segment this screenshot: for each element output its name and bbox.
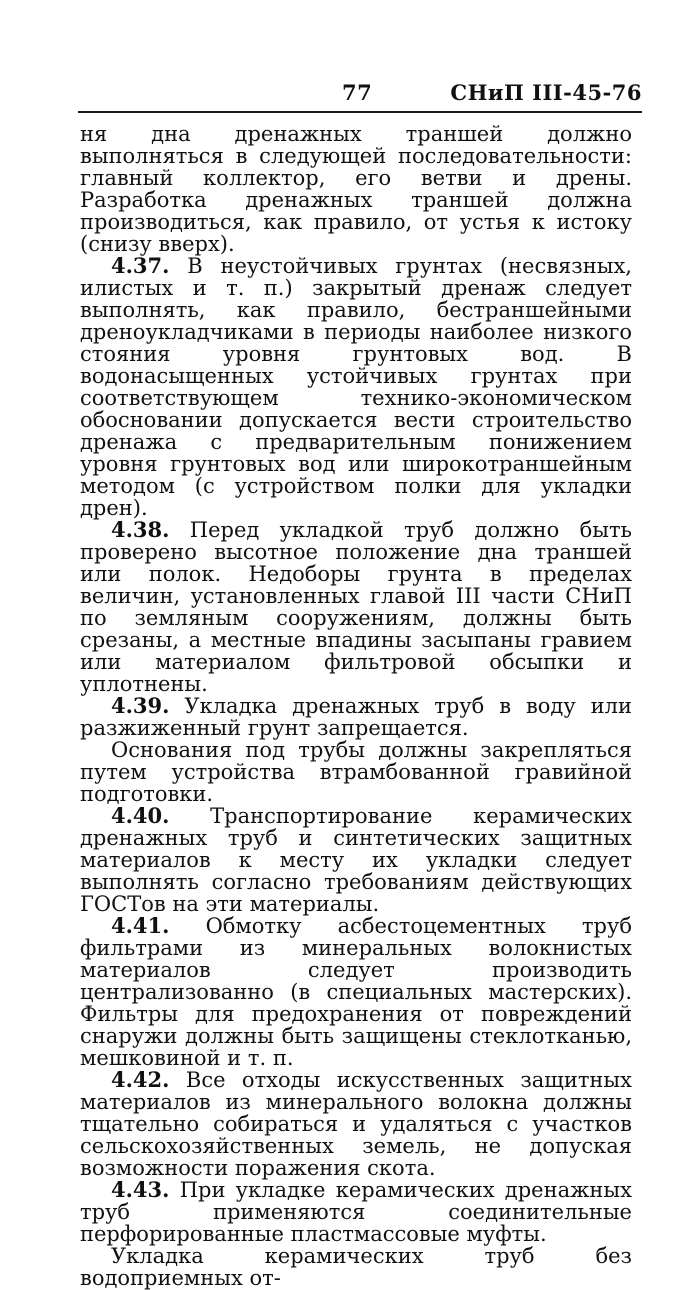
paragraph-text: Укладка керамических труб без водоприемных от-	[80, 1244, 632, 1290]
clause-4-43	[80, 1179, 632, 1245]
clause-4-37	[80, 255, 632, 519]
clause-number: 4.38.	[111, 517, 170, 542]
clause-4-38	[80, 519, 632, 695]
paragraph-text: Перед укладкой труб должно быть проверено высотное положение дна траншей или полок. Недоборы грунта в пределах величин, установленных главой III части СНиП по земляным сооружениям, должны быть срезаны, а местные впадины засыпаны гравием или материалом фильтровой обсыпки и уплотнены.	[80, 518, 632, 696]
paragraph-continuation	[80, 123, 632, 255]
clause-4-40	[80, 805, 632, 915]
paragraph-text: Все отходы искусственных защитных материалов из минерального волокна должны тщательно собираться и удаляться с участков сельскохозяйственных земель, не допуская возможности поражения скота.	[80, 1068, 632, 1180]
document-code: СНиП III-45-76	[450, 80, 642, 105]
page-header	[78, 80, 642, 110]
paragraph-text: При укладке керамических дренажных труб применяются соединительные перфорированные пластмассовые муфты.	[80, 1178, 632, 1246]
paragraph-text: Основания под трубы должны закрепляться путем устройства втрамбованной гравийной подготовки.	[80, 738, 632, 806]
paragraph-text: Укладка дренажных труб в воду или разжиженный грунт запрещается.	[80, 694, 632, 740]
paragraph-text: Транспортирование керамических дренажных труб и синтетических защитных материалов к месту их укладки следует выполнять согласно требованиям действующих ГОСТов на эти материалы.	[80, 804, 632, 916]
clause-4-39	[80, 695, 632, 739]
clause-number: 4.43.	[111, 1177, 170, 1202]
page-number: 77	[342, 80, 373, 105]
body-text	[80, 123, 632, 1289]
clause-number: 4.37.	[111, 253, 170, 278]
header-rule	[78, 111, 642, 113]
paragraph-text: Обмотку асбестоцементных труб фильтрами из минеральных волокнистых материалов следует производить централизованно (в специальных мастерских). Фильтры для предохранения от повреждений снаружи должны быть защищены стеклотканью, мешковиной и т. п.	[80, 914, 632, 1070]
clause-number: 4.39.	[111, 693, 170, 718]
paragraph-text: ня дна дренажных траншей должно выполняться в следующей последовательности: главный коллектор, его ветви и дрены. Разработка дренажных траншей должна производиться, как правило, от устья к истоку (снизу вверх).	[80, 122, 632, 256]
clause-number: 4.42.	[111, 1067, 170, 1092]
clause-number: 4.41.	[111, 913, 170, 938]
paragraph-text: В неустойчивых грунтах (несвязных, илистых и т. п.) закрытый дренаж следует выполнять, как правило, бестраншейными дреноукладчиками в периоды наиболее низкого стояния уровня грунтовых вод. В водонасыщенных устойчивых грунтах при соответствующем технико-экономическом обосновании допускается вести строительство дренажа с предварительным понижением уровня грунтовых вод или широкотраншейным методом (с устройством полки для укладки дрен).	[80, 254, 632, 520]
clause-4-41	[80, 915, 632, 1069]
clause-4-42	[80, 1069, 632, 1179]
paragraph-foundations	[80, 739, 632, 805]
paragraph-ceramic-pipes	[80, 1245, 632, 1289]
clause-number: 4.40.	[111, 803, 170, 828]
